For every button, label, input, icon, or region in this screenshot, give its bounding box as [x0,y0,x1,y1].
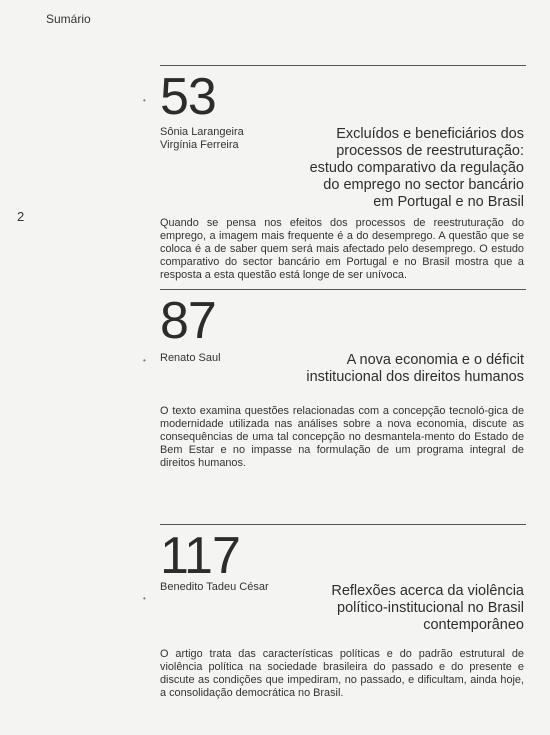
entry-abstract: O artigo trata das características políticas e do padrão estrutural de violência política na sociedade brasileira do passado e do presente e discute as condições que impediram, no passado, e dificultam, ainda hoje, a consolidação democrática no Brasil. [160,648,524,699]
entry-page-number: 87 [160,292,216,350]
entry-abstract: Quando se pensa nos efeitos dos processos de reestruturação do emprego, a imagem mais frequente é a do desemprego. A questão que se coloca é a de saber quem será mais afectado pelo desemprego. O estudo comparativo do sector bancário em Portugal e no Brasil mostra que a resposta a esta questão está longe de ser unívoca. [160,217,524,281]
scan-speck: • [143,356,146,365]
entry-authors [160,581,269,594]
author-name: Benedito Tadeu César [160,581,269,593]
author-name: Virgínia Ferreira [160,139,239,151]
author-name: Renato Saul [160,352,221,364]
title-line: Excluídos e beneficiários dos [336,126,524,142]
title-line: em Portugal e no Brasil [373,194,524,210]
title-line: estudo comparativo da regulação [309,160,524,176]
title-line: Reflexões acerca da violência [331,583,524,599]
scan-speck: • [143,594,146,603]
entry-authors [160,126,244,152]
entry-page-number: 53 [160,68,216,126]
title-line: do emprego no sector bancário [323,177,524,193]
divider-rule [160,524,526,525]
page-header-label: Sumário [46,12,91,26]
entry-abstract: O texto examina questões relacionadas com a concepção tecnoló-gica de modernidade utilizada nas análises sobre a nova economia, discute as consequências de uma tal concepção no desmantela-mento do Estado de Bem Estar e no impasse na formulação de um programa integral de direitos humanos. [160,405,524,469]
title-line: contemporâneo [423,617,524,633]
title-line: institucional dos direitos humanos [306,369,524,385]
page-number: 2 [17,209,25,224]
author-name: Sônia Larangeira [160,126,244,138]
divider-rule [160,65,526,66]
toc-entry [160,524,526,714]
toc-entry [160,289,526,489]
title-line: político-institucional no Brasil [337,600,524,616]
entry-page-number: 117 [160,527,240,585]
entry-title [310,126,524,211]
entry-title [331,583,524,634]
title-line: A nova economia e o déficit [346,352,524,368]
entry-authors [160,352,221,365]
title-line: processos de reestruturação: [336,143,524,159]
entry-title [306,352,524,386]
divider-rule [160,289,526,290]
scan-speck: • [143,96,146,105]
toc-entry [160,65,526,290]
